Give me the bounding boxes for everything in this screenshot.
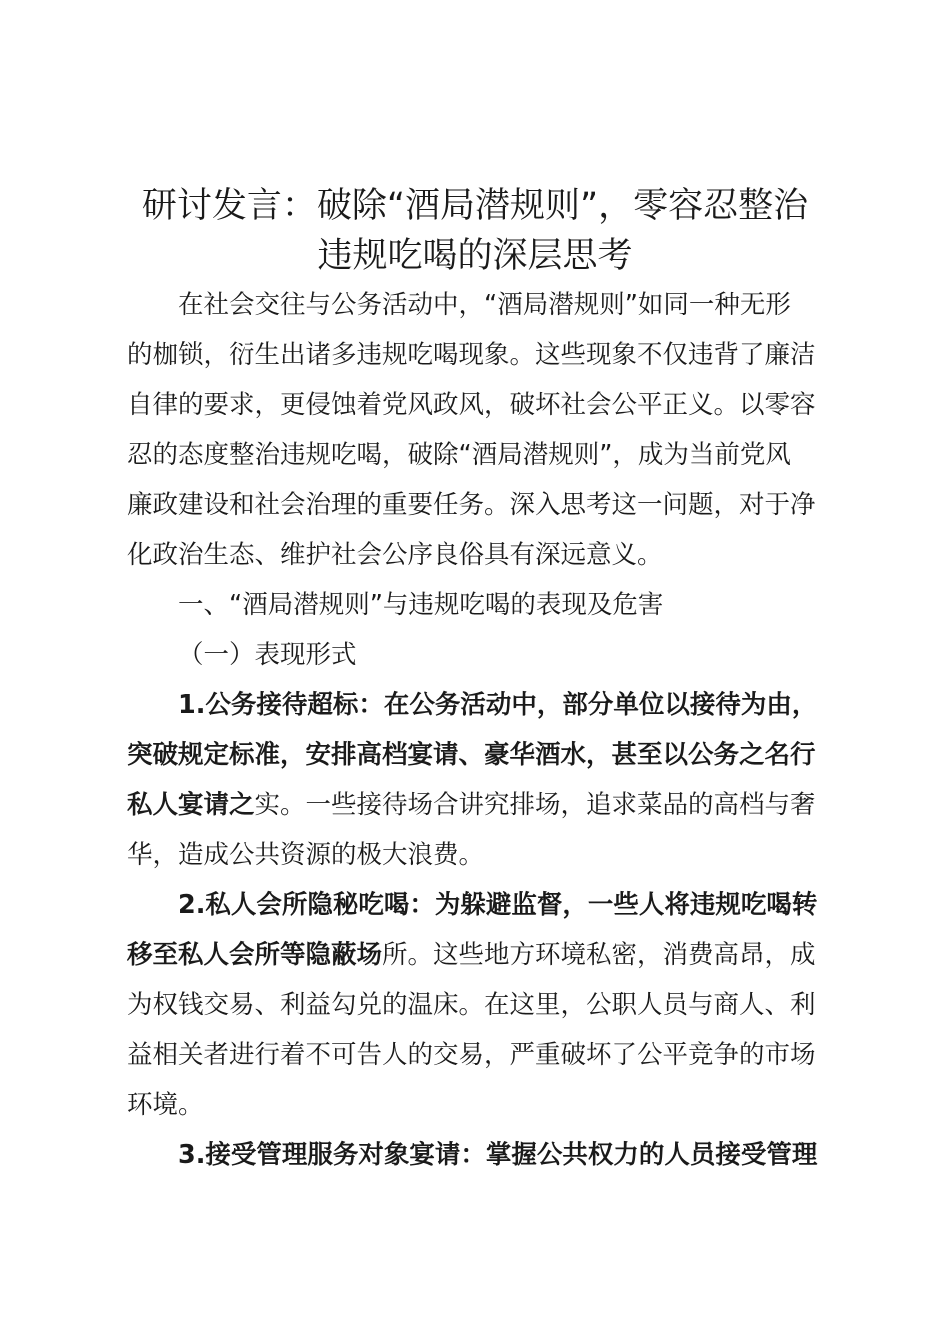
subsection-heading: （一）表现形式 [178,640,357,670]
item-2-line: 环境。 [127,1090,204,1120]
intro-paragraph-line: 在社会交往与公务活动中，“酒局潜规则”如同一种无形 [178,290,791,320]
document-title-line-1: 研讨发言：破除“酒局潜规则”，零容忍整治 [141,186,809,226]
item-1-line: 突破规定标准，安排高档宴请、豪华酒水，甚至以公务之名行 [127,740,816,770]
item-1-line: 华，造成公共资源的极大浪费。 [127,840,485,870]
intro-paragraph-line: 的枷锁，衍生出诸多违规吃喝现象。这些现象不仅违背了廉洁 [127,340,816,370]
intro-paragraph-line: 化政治生态、维护社会公序良俗具有深远意义。 [127,540,663,570]
item-2-bold-fragment: 移至私人会所等隐蔽场 [127,940,383,970]
section-heading: 一、“酒局潜规则”与违规吃喝的表现及危害 [178,590,664,620]
intro-paragraph-line: 廉政建设和社会治理的重要任务。深入思考这一问题，对于净 [127,490,816,520]
item-2-line: 2.私人会所隐秘吃喝：为躲避监督，一些人将违规吃喝转 [178,890,818,920]
item-2-text-fragment: 所。这些地方环境私密，消费高昂，成 [382,940,816,970]
item-1-line: 1.公务接待超标：在公务活动中，部分单位以接待为由， [178,690,818,720]
intro-paragraph-line: 忍的态度整治违规吃喝，破除“酒局潜规则”，成为当前党风 [127,440,791,470]
item-2-line: 益相关者进行着不可告人的交易，严重破坏了公平竞争的市场 [127,1040,816,1070]
item-3-line: 3.接受管理服务对象宴请：掌握公共权力的人员接受管理 [178,1140,818,1170]
item-2-line [127,930,816,980]
item-2-line: 为权钱交易、利益勾兑的温床。在这里，公职人员与商人、利 [127,990,816,1020]
intro-paragraph-line: 自律的要求，更侵蚀着党风政风，破坏社会公平正义。以零容 [127,390,816,420]
document-title-line-2: 违规吃喝的深层思考 [317,236,633,276]
item-1-bold-fragment: 私人宴请之 [127,790,255,820]
item-1-text-fragment: 实。一些接待场合讲究排场，追求菜品的高档与奢 [254,790,816,820]
item-1-line [127,780,816,830]
